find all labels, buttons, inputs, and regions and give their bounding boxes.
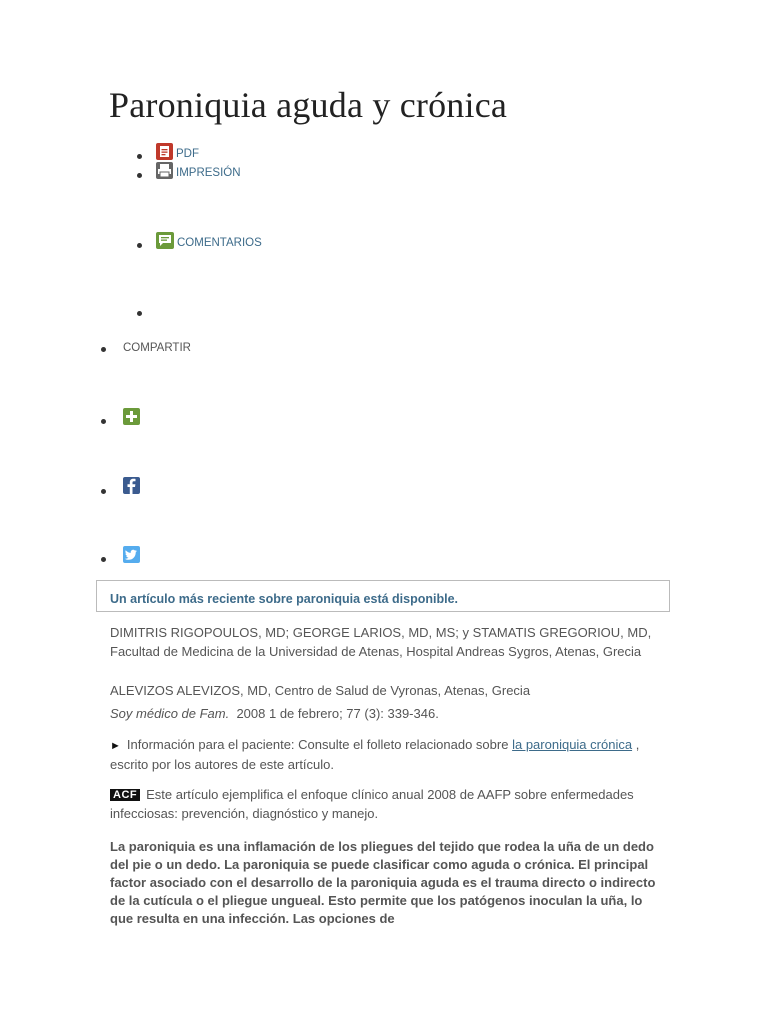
acf-text: Este artículo ejemplifica el enfoque clínico anual 2008 de AAFP sobre enfermedades infecciosas: prevención, diagnóstico y manejo. bbox=[110, 787, 634, 821]
citation-journal: Soy médico de Fam. bbox=[110, 706, 230, 721]
acf-badge: ACF bbox=[110, 789, 140, 801]
print-link[interactable] bbox=[155, 162, 241, 179]
patient-info-prefix: Información para el paciente: Consulte el folleto relacionado sobre bbox=[126, 737, 509, 752]
list-bullet bbox=[101, 347, 106, 352]
patient-handout-link[interactable]: la paroniquia crónica bbox=[512, 737, 633, 752]
pdf-link[interactable] bbox=[155, 143, 199, 160]
comments-label: COMENTARIOS bbox=[177, 237, 262, 249]
list-bullet bbox=[101, 557, 106, 562]
print-label: IMPRESIÓN bbox=[176, 167, 241, 179]
acf-note bbox=[110, 786, 662, 823]
pdf-label: PDF bbox=[176, 148, 199, 160]
patient-info-marker: ► bbox=[110, 740, 121, 752]
abstract-text: La paroniquia es una inflamación de los pliegues del tejido que rodea la uña de un dedo del pie o un dedo. La paroniquia se puede clasificar como aguda o crónica. El principal factor asociado con el desarrollo de la paroniquia aguda es el trauma directo o indirecto de la cutícula o el pliegue ungueal. Esto permite que los patógenos inoculan la uña, lo que resulta en una infección. Las opciones de bbox=[110, 839, 656, 926]
comments-link[interactable] bbox=[155, 232, 262, 249]
notice-text: Un artículo más reciente sobre paroniquia está disponible. bbox=[110, 592, 459, 606]
list-bullet bbox=[101, 419, 106, 424]
patient-info-suffix: , escrito por los autores de este artículo. bbox=[110, 737, 640, 772]
list-bullet bbox=[101, 489, 106, 494]
pdf-icon bbox=[155, 143, 174, 160]
comment-icon bbox=[155, 232, 175, 249]
twitter-icon bbox=[123, 546, 140, 563]
twitter-share-button[interactable] bbox=[123, 546, 140, 563]
list-bullet bbox=[137, 154, 142, 159]
newer-article-notice[interactable] bbox=[96, 580, 670, 612]
citation bbox=[110, 705, 662, 724]
addthis-share-button[interactable] bbox=[123, 408, 140, 425]
facebook-icon bbox=[123, 477, 140, 494]
plus-icon bbox=[123, 408, 140, 425]
share-label: COMPARTIR bbox=[123, 342, 191, 354]
citation-details: 2008 1 de febrero; 77 (3): 339-346. bbox=[236, 706, 439, 721]
list-bullet bbox=[137, 173, 142, 178]
patient-info bbox=[110, 736, 662, 774]
article-title: Paroniquia aguda y crónica bbox=[109, 85, 508, 125]
list-bullet bbox=[137, 243, 142, 248]
printer-icon bbox=[155, 162, 174, 179]
list-bullet bbox=[137, 311, 142, 316]
facebook-share-button[interactable] bbox=[123, 477, 140, 494]
authors-primary: DIMITRIS RIGOPOULOS, MD; GEORGE LARIOS, MD, MS; y STAMATIS GREGORIOU, MD, Facultad de Medicina de la Universidad de Atenas, Hospital Andreas Sygros, Atenas, Grecia bbox=[110, 625, 652, 659]
authors-secondary: ALEVIZOS ALEVIZOS, MD, Centro de Salud de Vyronas, Atenas, Grecia bbox=[110, 683, 531, 698]
